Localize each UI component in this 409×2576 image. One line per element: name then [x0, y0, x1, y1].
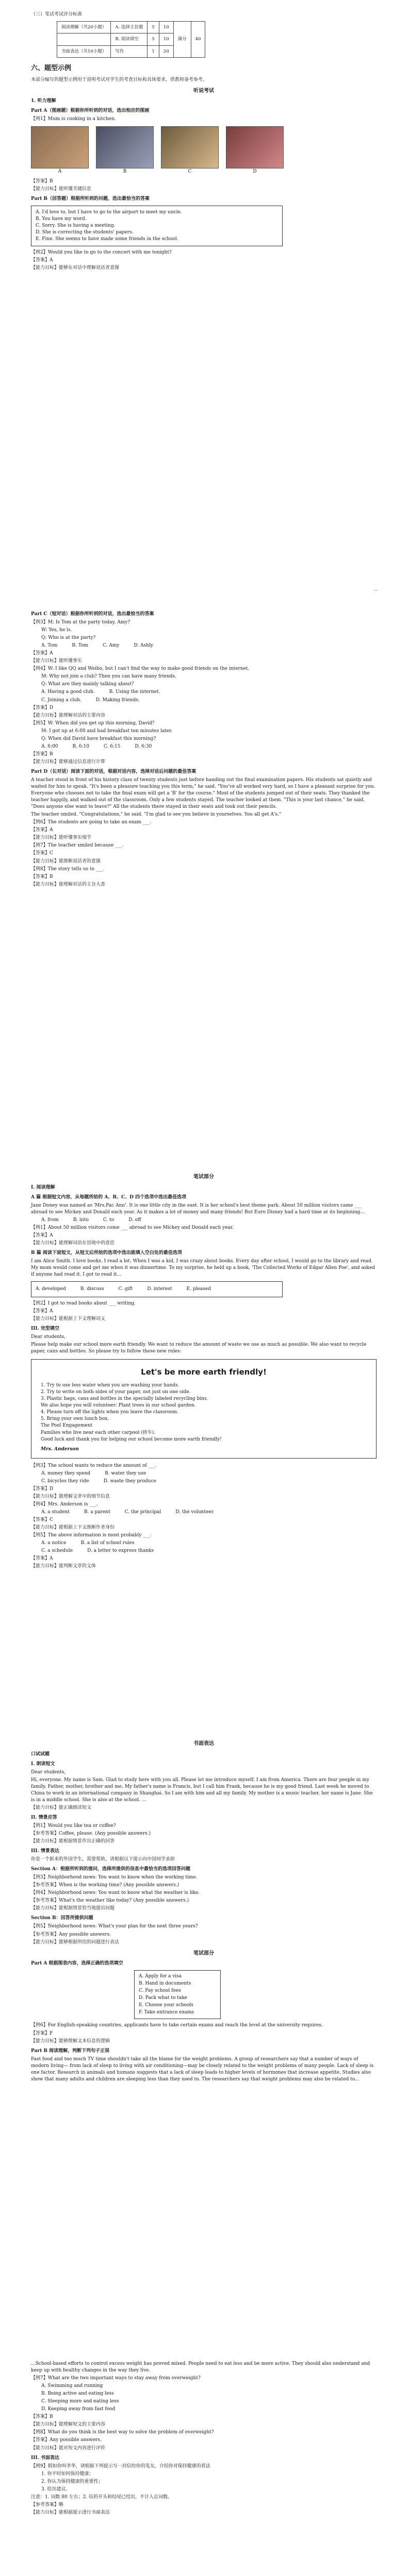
part-heading: A 篇 根据短文内容，从每题所给的 A、B、C、D 四个选项中选出最佳选项 [31, 1194, 187, 1200]
question: 【例9】假如你叫李华，请根据下列提示写一封信给你的笔友，介绍你对保持健康的看法 [31, 2463, 210, 2469]
page-1 [31, 10, 377, 273]
flow-item: C. Pay school fees [139, 1988, 181, 1994]
section-title: 六、题型示例 [31, 64, 72, 72]
photo-image [96, 126, 154, 168]
part-heading: Part A 根据图表内容，选择正确的选项填空 [31, 1961, 123, 1967]
rubric-cell [57, 33, 111, 45]
part-heading: Part B（回答题）根据所听到的问题，选出最恰当的答案 [31, 196, 150, 201]
part-heading: B 篇 阅读下面短文，从短文后所给的选项中选出能填入空白处的最佳选项 [31, 1250, 182, 1256]
answer: 【答案】A [31, 257, 53, 263]
flow-item: D. Pack what to take [139, 1995, 187, 2001]
flow-item: A. Apply for a visa [139, 1974, 182, 1979]
hint: 2. 你认为保持健康的重要性； [41, 2479, 103, 2484]
option[interactable]: C. bicycles they ride [41, 1478, 89, 1484]
passage: ...School-based efforts to control excess weight has proved mixed. People need to eat less and be more active. They should also understand and keep up with healthy changes in the way they live. [31, 2361, 370, 2374]
option-row [41, 697, 377, 704]
rubric-cell: 满分 [173, 22, 191, 58]
page-number: — [374, 588, 378, 592]
picture-options [31, 126, 377, 175]
rubric-cell: 阅读理解（共20小题） [57, 22, 111, 33]
question: 【例8】The story tells us to ___. [31, 866, 105, 872]
option-letter: C [188, 168, 192, 174]
poster [31, 1359, 377, 1458]
picture-option[interactable] [96, 126, 154, 175]
option-row [41, 642, 377, 649]
passage: Fast food and too much TV time shouldn't take all the blame for the weight problems. A group of researchers say that a number of ways of modern living— from lack of sleep to living with air conditioning—may be closely related to the weight problems of many people. Lack of sleep is one factor. Research in animals and humans suggests that a lack of sleep leads to higher levels of hormones that increase appetite. Studies also show that many adults and children are sleeping less than they used to. The researchers say that weight problems may also be related to... [31, 2056, 374, 2082]
question: 【例5】The above information is most probably ___. [31, 1533, 152, 1538]
picture-option[interactable] [161, 126, 219, 175]
letter-body: Please help make our school more earth friendly. We want to reduce the amount of waste we use as much as possible. We also want to recycle paper, cans and bottles. So please try to follow these new rules: [31, 1342, 367, 1354]
dialogue-line: M: Why not join a club? Then you can have many friends. [41, 674, 176, 680]
option[interactable]: D. a letter to express thanks [87, 1548, 154, 1554]
option[interactable]: D. 6:30 [135, 743, 152, 749]
rubric-cell: 书面表达（共10小题） [57, 45, 111, 57]
option-letter: D [253, 168, 257, 174]
rule-item: 2. Try to write on both sides of your paper, not just on one side. [41, 1389, 191, 1395]
part-heading: III. 书面表达 [31, 2455, 59, 2461]
option[interactable]: D. off [128, 1217, 141, 1223]
photo-image [226, 126, 284, 168]
page-3 [31, 1170, 377, 1571]
option[interactable]: D. the volunteer [175, 1509, 214, 1515]
page-5 [31, 2360, 377, 2517]
answer: 【答案】A [31, 651, 53, 656]
question: 【例7】What are the two important ways to stay away from overweight? [31, 2376, 201, 2381]
rule-item: The Pool Engagement [41, 1423, 93, 1429]
page-2 [31, 608, 377, 889]
question: 【例6】For English-speaking countries, applicants have to take certain exams and reach the level at the university requires. [31, 2023, 323, 2028]
ability-target: 【能力目标】能够根据所给的问题进行表达 [31, 1939, 120, 1945]
page-title: 书面表达 [193, 1741, 214, 1747]
rule-item: 3. Plastic bags, cans and bottles in the specially labeled recycling bins. [41, 1396, 208, 1402]
rubric-cell: 5 [148, 33, 159, 45]
answer: 【参考答案】When is the working time? (Any possible answers.) [31, 1883, 179, 1888]
question: 【例6】The students are going to take an exam ___. [31, 820, 152, 825]
page-title: 笔试部分 [193, 1174, 214, 1180]
option[interactable]: D. Ashly [134, 643, 153, 649]
dialogue-line: M: I got up at 6:00 and had breakfast ten minutes later. [41, 728, 173, 734]
option[interactable]: D. waste they produce [103, 1478, 156, 1484]
option[interactable]: B. 6:10 [72, 743, 89, 749]
answer: 【答案】C [31, 1517, 53, 1522]
rule-item: 1. Try to use less water when you are washing your hands. [41, 1383, 179, 1388]
photo-image [161, 126, 219, 168]
option[interactable]: D. Keeping away from fast food [41, 2406, 116, 2412]
signature: Mrs. Anderson [41, 1446, 79, 1452]
option-row [41, 743, 377, 750]
options-box [31, 206, 283, 246]
flow-item: E. Choose your schools [139, 2003, 193, 2008]
option-row [41, 1548, 377, 1554]
box-option: C. Sorry. She is having a meeting. [36, 223, 116, 228]
answer: 【答案】Any possible answers. [31, 2437, 102, 2443]
letter-greeting: Dear students, [31, 1769, 66, 1775]
answer: 【答案】A [31, 1556, 53, 1562]
rule-item: We also hope you will volunteer: Plant trees in our school garden. [41, 1403, 196, 1409]
dialogue-line: W: Yes, he is. [41, 628, 72, 633]
picture-option[interactable] [226, 126, 284, 175]
answer: 【答案】A [31, 1232, 53, 1238]
rubric-table [57, 21, 205, 58]
question: 【例2】I got to read books about ___ writing. [31, 1301, 136, 1307]
part-heading: III. 情景表达 [31, 1849, 59, 1854]
answer: 【答案】B [31, 2414, 53, 2420]
option[interactable]: A. a notice [41, 1540, 67, 1546]
answer: 【答案】D [31, 1486, 54, 1492]
rule-item: 4. Please turn off the lights when you leave the classroom. [41, 1410, 179, 1415]
letter-body: Hi, everyone. My name is Sam. Glad to study here with you all. Please let me introduce myself. I am from America. There are four people in my family. Father, mother, brother and me. My father's name is Francis, but I call him Frank, because he is my good friend. Last week he moved to China to work in an international company in Shanghai. So I am with him and all my family. My mother is a music teacher, her name is Jane. She is in a middle school. She is also at the school. ... [31, 1777, 373, 1803]
question: 【例1】About 50 million visitors come ___ abroad to see Mickey and Donald each year. [31, 1225, 234, 1230]
option[interactable]: C. Joining a club. [41, 697, 81, 703]
answer: 【答案】A [31, 827, 53, 833]
ability-target: 【能力目标】能根据上下文推断作者身份 [31, 1525, 115, 1531]
hint: 1. 你平时如何保持健康； [41, 2471, 94, 2477]
option[interactable]: A. Tom [41, 643, 58, 649]
question: 【例1】Would you like tea or coffee? [31, 1823, 116, 1828]
instruction: 你是一个新来的外国学生，需要帮助，请根据以下提示向中国同学求助 [31, 1857, 175, 1862]
rubric-cell: 20 [159, 45, 173, 57]
question: 【例3】The school wants to reduce the amount of ___. [31, 1463, 157, 1468]
section-intro: 本部分编写的题型示例用于说明考试对学生的考查目标和具体要求，供教师备考参考。 [31, 77, 208, 82]
question: 【例5】W: When did you get up this morning, David? [31, 720, 155, 726]
option[interactable]: C. gift [118, 1286, 133, 1292]
ability-target: 【能力目标】能理解文章中的细节信息 [31, 1494, 110, 1499]
answer: 【答案】B [31, 178, 53, 184]
part-heading: Part D（长对话）阅读下面的对话，根据对话内容，选择对话后问题的最佳答案 [31, 769, 197, 774]
rubric-heading: （三）笔试考试评分标准 [31, 12, 83, 17]
ability-target: 【能力目标】能对短文内容进行评价 [31, 2445, 106, 2451]
rule-item: 5. Bring your own lunch box. [41, 1416, 109, 1422]
option-row [41, 1509, 377, 1516]
options-box [31, 1281, 283, 1297]
option-letter: B [123, 168, 127, 174]
rule-item: Good luck and thank you for helping our school become more earth friendly! [41, 1436, 222, 1442]
option-row [41, 1217, 377, 1224]
ability-target: 【能力目标】能听懂事实 [31, 658, 83, 664]
rubric-cell: B. 阅读填空 [111, 33, 148, 45]
ability-target: 【能力目标】能理解对话的主要内容 [31, 713, 106, 718]
option-row [41, 1470, 377, 1477]
flow-item: F. Take entrance exams [139, 2010, 194, 2015]
option[interactable]: B. discuss [80, 1286, 104, 1292]
passage: A teacher stood in front of his history class of twenty students just before handing out the final examination papers. His students sat quietly and waited for him to speak. "It's been a pleasure teaching you this term," he said. "You've all worked very hard, so I have a pleasant surprise for you. Everyone who chooses not to take the final exam will get a 'B' for the course." Most of the students jumped out of their seats. They thanked the teacher happily, and walked out of the classroom. Only a few students stayed. The teacher looked at them. "This is your last chance," he said. "Does anyone else want to leave?" All the students there stayed in their seats and took out their pencils. [31, 777, 375, 810]
flow-box [134, 1970, 221, 2019]
mock-title: 听说考试 [193, 88, 214, 94]
question: 【例1】Mum is cooking in a kitchen. [31, 116, 116, 122]
ability-target: 【能力目标】能理解短文的主要内容 [31, 2422, 106, 2428]
question: 【例8】What do you think is the best way to solve the problem of overweight? [31, 2430, 214, 2435]
box-option: A. I'd love to, but I have to go to the airport to meet my uncle. [36, 209, 182, 215]
picture-option[interactable] [31, 126, 89, 175]
flow-item: B. Hand in documents [139, 1981, 191, 1987]
question: 【例4】W: I like QQ and Weibo, but I can't find the way to make good friends on the internet. [31, 666, 250, 672]
option[interactable]: B. Being active and eating less [41, 2391, 114, 2397]
ability-target: 【能力目标】能够通过信息进行计算 [31, 759, 106, 765]
question: 【例5】Neighborhood news: What's your plan for the next three years? [31, 1924, 198, 1929]
part-heading: Part B 阅读理解，判断下列句子正误 [31, 2048, 110, 2054]
option[interactable]: C. a schedule [41, 1548, 73, 1554]
option[interactable]: D. Making friends. [95, 697, 140, 703]
ability-target: 【能力目标】能理解对话的主旨大意 [31, 882, 106, 887]
answer: 【参考答案】Any possible answers. [31, 1931, 111, 1937]
question: 【例3】M: Is Tom at the party today, Amy? [31, 620, 130, 625]
ability-target: 【能力目标】能判断文章的文体 [31, 1564, 96, 1569]
passage: The teacher smiled. "Congratulations," he said. "I'm glad to see you believe in yourselves. You all get A's." [31, 812, 282, 818]
answer: 【参考答案】What's the weather like today? (Any possible answers.) [31, 1898, 189, 1904]
photo-image [31, 126, 89, 168]
dialogue-line: Q: When did David have breakfast this morning? [41, 736, 156, 741]
ability-target: 【能力目标】能理解词语在语境中的意思 [31, 1240, 115, 1246]
option-row [41, 689, 377, 696]
part-heading: III. 完型填空 [31, 1326, 59, 1332]
option[interactable]: C. Amy [103, 643, 120, 649]
option[interactable]: A. Swimming and running [41, 2383, 103, 2389]
option[interactable]: B. Using the internet. [109, 689, 160, 695]
rubric-cell: 5 [148, 22, 159, 33]
ability-target: 【能力目标】能够在对话中理解说话者意图 [31, 265, 120, 271]
dialogue-line: Q: Who is at the party? [41, 635, 96, 641]
ability-target: 【能力目标】能根据情景作出正确的回答 [31, 1839, 115, 1844]
option[interactable]: A. developed [36, 1286, 66, 1292]
answer: 【答案】C [31, 851, 53, 856]
passage: I am Alice Smith. I love books. I read a lot. When I was a kid, I was crazy about books. Every day after school, I would go to the library and read. My mom would come and get me when it was dinnertime. To my surprise, he held up a book, 'The Collected Works of Edgar Allen Poe', and asked if anyone had read it. I got to read it... [31, 1258, 375, 1278]
rubric-cell: A. 选择主旨题 [111, 22, 148, 33]
option[interactable]: A. Having a good club. [41, 689, 95, 695]
question: 【例4】Mrs. Anderson is ___. [31, 1501, 98, 1507]
question: 【例2】Would you like to go to the concert with me tonight? [31, 249, 172, 255]
passage: Jane Doney was named as 'Mrs.Pac Ann'. It is one little city in the east. It is her school's best theme park. About 50 million visitors came ___ abroad to see Mickey and Donald each year. As it makes a lot of money and many friends! But Euro Disney had a hard time at its beginning... [31, 1202, 365, 1215]
letter-greeting: Dear students, [31, 1334, 66, 1340]
rubric-cell: 1 [148, 45, 159, 57]
part-heading: Section B：回答所提供问题 [31, 1916, 93, 1921]
option-row [41, 1540, 377, 1547]
ability-target: 【能力目标】能够理解文本信息的逻辑 [31, 2038, 110, 2044]
hint: 3. 给出建议。 [41, 2486, 71, 2492]
rubric-cell: 40 [191, 22, 205, 58]
option[interactable]: C. Sleeping more and eating less [41, 2399, 119, 2404]
poster-title: Let's be more earth friendly! [141, 1367, 267, 1377]
option[interactable]: B. a list of school rules [80, 1540, 135, 1546]
option[interactable]: B. into [73, 1217, 89, 1223]
ability-target: 【能力目标】能根据提示进行书面表达 [31, 2510, 110, 2515]
ability-target: 【能力目标】能推断说话者的意图 [31, 858, 101, 864]
part-heading: Section A：根据所听到的提问，选择所提供的信息中最恰当的选项回答问题 [31, 1867, 190, 1872]
option-letter: A [58, 168, 62, 174]
option-row [41, 1478, 377, 1485]
question: 【例4】Neighborhood news: You want to know what the weather is like. [31, 1890, 200, 1896]
option[interactable]: C. 6:15 [103, 743, 121, 749]
option[interactable]: A. money they spend [41, 1470, 91, 1476]
ability-target: 【能力目标】能听懂事实细节 [31, 835, 92, 841]
answer: 【答案】D [31, 705, 54, 710]
option-row [36, 1286, 278, 1293]
rule-item: Families who live near each other carpool (拼车). [41, 1430, 156, 1435]
option[interactable]: C. to [103, 1217, 114, 1223]
question: 【例7】The teacher smiled because ___. [31, 843, 124, 849]
question: 【例3】Neighborhood news: You want to know when the working time. [31, 1875, 198, 1880]
answer: 【答案】B [31, 751, 53, 757]
part-heading: 口试试题 [31, 1751, 50, 1757]
part-heading: I. 阅读理解 [31, 1184, 55, 1190]
answer: 【答案】A [31, 1309, 53, 1314]
option[interactable]: A. a student [41, 1509, 70, 1515]
part-heading: I. 朗读短文 [31, 1761, 55, 1767]
part-heading: II. 情景应答 [31, 1815, 57, 1820]
option[interactable]: B. water they use [105, 1470, 146, 1476]
answer: 【答案】F [31, 2030, 53, 2036]
option[interactable]: B. a parent [84, 1509, 110, 1515]
option[interactable]: C. the principal [124, 1509, 161, 1515]
page-title: 笔试部分 [193, 1950, 214, 1956]
note: 注意：1. 词数 80 左右；2. 信的开头和结尾已给出，不计入总词数。 [31, 2494, 173, 2500]
option[interactable]: D. interest [147, 1286, 172, 1292]
box-option: D. She is correcting the students' papers. [36, 229, 134, 235]
part-heading: Part C（短对话）根据你所听到的对话，选出最恰当的答案 [31, 612, 154, 617]
answer: 【参考答案】Coffee, please. (Any possible answers.) [31, 1831, 151, 1836]
option[interactable]: E. pleased [186, 1286, 211, 1292]
rubric-cell: 10 [159, 33, 173, 45]
part-heading: Part A（图画题）根据你所听到的对话，选出相应的图画 [31, 108, 150, 114]
rubric-cell: 10 [159, 22, 173, 33]
answer: 【参考答案】略 [31, 2502, 64, 2507]
option[interactable]: A. 6:00 [41, 743, 58, 749]
box-option: E. Fine. She seems to have made some friends in the school. [36, 236, 178, 242]
part-heading: 1. 听力理解 [31, 98, 56, 104]
ability-target: 【能力目标】能正确朗读短文 [31, 1805, 92, 1810]
option[interactable]: A. from [41, 1217, 59, 1223]
box-option: B. You have my word. [36, 216, 87, 222]
option[interactable]: B. Tom [72, 643, 89, 649]
ability-target: 【能力目标】能听懂关键信息 [31, 186, 92, 192]
rubric-cell: 写作 [111, 45, 148, 57]
page-4 [31, 1736, 377, 2084]
answer: 【答案】B [31, 874, 53, 879]
ability-target: 【能力目标】能根据上下文理解词义 [31, 1316, 106, 1322]
dialogue-line: Q: What are they mainly talking about? [41, 682, 134, 687]
ability-target: 【能力目标】能根据情景恰当地提出问题 [31, 1906, 115, 1911]
